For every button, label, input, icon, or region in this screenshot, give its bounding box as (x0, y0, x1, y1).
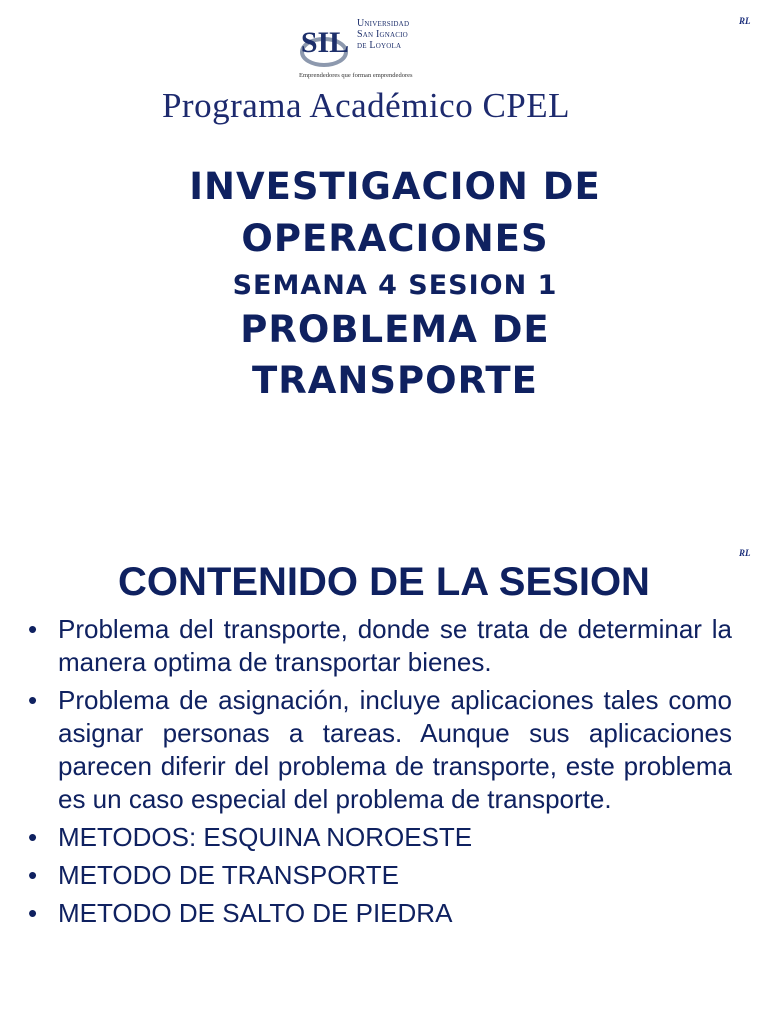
session-label: SEMANA 4 SESION 1 (232, 270, 558, 301)
list-item: • Problema de asignación, incluye aplicaciones tales como asignar personas a tareas. Aunque sus aplicaciones parecen diferir del problema de transporte, este problema es un caso especial del problema de transporte. (28, 685, 732, 814)
list-item: • METODO DE TRANSPORTE (28, 860, 399, 890)
list-item: • METODOS: ESQUINA NOROESTE (28, 822, 473, 852)
list-item: • METODO DE SALTO DE PIEDRA (28, 898, 453, 928)
content-bullet-list (28, 613, 732, 935)
content-title: CONTENIDO DE LA SESION (118, 560, 650, 604)
university-name: Universidad San Ignacio de Loyola (357, 18, 410, 51)
svg-text:SIL: SIL (300, 26, 350, 59)
list-item: • Problema del transporte, donde se trata de determinar la manera optima de transportar bienes. (28, 614, 732, 677)
course-title-line-1: INVESTIGACION DE (189, 165, 601, 208)
logo-tagline: Emprendedores que forman emprendedores (299, 72, 413, 79)
topic-title-line-2: TRANSPORTE (252, 359, 538, 402)
rl-mark: RL (739, 16, 751, 26)
program-heading: Programa Académico CPEL (161, 86, 571, 125)
content-slide (0, 540, 768, 1024)
course-title-line-2: OPERACIONES (241, 217, 549, 260)
sil-emblem-icon (298, 12, 356, 70)
topic-title-line-1: PROBLEMA DE (240, 308, 550, 351)
university-logo (298, 12, 438, 82)
rl-mark: RL (739, 548, 751, 558)
